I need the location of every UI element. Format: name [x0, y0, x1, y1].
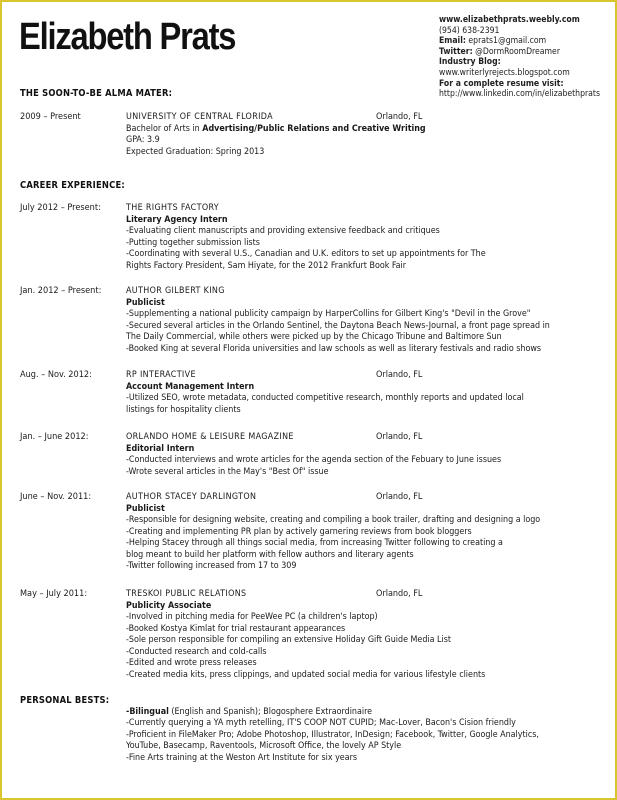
- job-duty: -Twitter following increased from 17 to 309: [126, 561, 297, 571]
- personal-heading: PERSONAL BESTS:: [20, 695, 110, 706]
- personal-rest: (English and Spanish); Blogosphere Extraordinaire: [168, 707, 373, 717]
- job-body: [126, 370, 604, 416]
- email-label: Email:: [439, 36, 466, 47]
- job-duty: -Wrote several articles in the May's "Best Of" issue: [126, 466, 329, 477]
- personal-item: YouTube, Basecamp, Raventools, Microsoft Office, the lovely AP Style: [126, 741, 402, 752]
- contact-block: [439, 15, 600, 100]
- applicant-name: Elizabeth Prats: [19, 16, 236, 58]
- job-duty: -Involved in pitching media for PeeWee PC (a children's laptop): [126, 612, 378, 622]
- job-organization: ORLANDO HOME & LEISURE MAGAZINE: [126, 432, 294, 442]
- job-duty: -Secured several articles in the Orlando Sentinel, the Daytona Beach News-Journal, a front page spread in: [126, 320, 550, 331]
- personal-item: -Proficient in FileMaker Pro; Adobe Photoshop, Illustrator, InDesign; Facebook, Twitter, Google Analytics,: [126, 729, 539, 740]
- job-body: [126, 589, 604, 681]
- job-duty: The Daily Commercial, while others were picked up by the Chicago Tribune and Baltimore Sun: [126, 332, 502, 342]
- job-duty: -Creating and implementing PR plan by actively garnering reviews from book bloggers: [126, 526, 472, 537]
- school-name: UNIVERSITY OF CENTRAL FLORIDA: [126, 112, 273, 122]
- job-duty: -Helping Stacey through all things social media, from increasing Twitter following to creating a: [126, 538, 503, 548]
- degree-major: Advertising/Public Relations and Creative Writing: [202, 123, 426, 134]
- job-location: Orlando, FL: [376, 432, 423, 442]
- job-organization: TRESKOI PUBLIC RELATIONS: [126, 589, 247, 599]
- job-date: May – July 2011:: [20, 589, 88, 599]
- resume-label: For a complete resume visit:: [439, 78, 564, 89]
- job-location: Orlando, FL: [376, 589, 423, 599]
- job-date: Jan. 2012 – Present:: [20, 286, 102, 296]
- job-date: Jan. – June 2012:: [20, 432, 89, 442]
- education-heading: THE SOON-TO-BE ALMA MATER:: [20, 88, 173, 99]
- website-link[interactable]: www.elizabethprats.weebly.com: [439, 15, 580, 25]
- twitter-line: [439, 47, 600, 58]
- degree-line: [126, 124, 604, 136]
- blog-link[interactable]: www.writerlyrejects.blogspot.com: [439, 67, 570, 78]
- job-role: Publicity Associate: [126, 600, 212, 611]
- job-date: July 2012 – Present:: [20, 203, 101, 213]
- job-organization: AUTHOR STACEY DARLINGTON: [126, 492, 257, 502]
- degree-prefix: Bachelor of Arts in: [126, 123, 203, 134]
- job-duty: Rights Factory President, Sam Hiyate, for the 2012 Frankfurt Book Fair: [126, 260, 407, 271]
- gpa: GPA: 3.9: [126, 135, 160, 145]
- job-duty: -Booked Kostya Kimlat for trial restaurant appearances: [126, 623, 346, 634]
- blog-label: Industry Blog:: [439, 57, 501, 68]
- job-duty: -Supplementing a national publicity campaign by HarperCollins for Gilbert King's "Devil in the Grove": [126, 309, 531, 319]
- job-role: Editorial Intern: [126, 443, 195, 454]
- job-organization: AUTHOR GILBERT KING: [126, 286, 225, 296]
- job-duty: -Booked King at several Florida universities and law schools as well as literary festivals and radio shows: [126, 343, 542, 354]
- job-body: [126, 432, 604, 478]
- linkedin-link[interactable]: http://www.linkedin.com/in/elizabethprats: [439, 89, 600, 100]
- job-duty: -Responsible for designing website, creating and compiling a book trailer, drafting and designing a logo: [126, 515, 541, 525]
- job-duty: blog meant to build her platform with fellow authors and literary agents: [126, 549, 414, 560]
- job-body: [126, 203, 604, 272]
- personal-list: [126, 707, 606, 764]
- personal-item: -Fine Arts training at the Weston Art Institute for six years: [126, 752, 358, 763]
- job-role: Literary Agency Intern: [126, 214, 228, 225]
- personal-item: -Currently querying a YA myth retelling, IT'S COOP NOT CUPID; Mac-Lover, Bacon's Cision friendly: [126, 718, 516, 729]
- personal-bold: -Bilingual: [126, 707, 169, 717]
- job-duty: -Created media kits, press clippings, and updated social media for various lifestyle clients: [126, 669, 486, 680]
- job-role: Publicist: [126, 297, 165, 308]
- job-date: Aug. – Nov. 2012:: [20, 370, 92, 380]
- job-body: [126, 286, 604, 355]
- job-duty: -Utilized SEO, wrote metadata, conducted competitive research, monthly reports and updated local: [126, 393, 524, 403]
- job-role: Publicist: [126, 503, 165, 514]
- phone-number: (954) 638-2391: [439, 25, 500, 36]
- job-duty: -Edited and wrote press releases: [126, 658, 257, 668]
- job-duty: -Putting together submission lists: [126, 237, 260, 248]
- education-body: [126, 112, 604, 158]
- job-organization: THE RIGHTS FACTORY: [126, 203, 220, 213]
- email-line: [439, 36, 600, 47]
- job-duty: -Coordinating with several U.S., Canadian and U.K. editors to set up appointments for The: [126, 249, 486, 259]
- job-duty: -Conducted research and cold-calls: [126, 646, 267, 657]
- job-duty: -Conducted interviews and wrote articles for the agenda section of the Febuary to June issues: [126, 455, 502, 465]
- job-date: June – Nov. 2011:: [20, 492, 92, 502]
- personal-item: [126, 707, 606, 718]
- education-location: Orlando, FL: [376, 112, 423, 122]
- job-body: [126, 492, 604, 573]
- job-duty: -Sole person responsible for compiling an extensive Holiday Gift Guide Media List: [126, 635, 452, 645]
- graduation-date: Expected Graduation: Spring 2013: [126, 146, 265, 157]
- education-date: 2009 – Present: [20, 112, 81, 122]
- job-location: Orlando, FL: [376, 370, 423, 380]
- career-heading: CAREER EXPERIENCE:: [20, 180, 125, 191]
- job-duty: listings for hospitality clients: [126, 404, 241, 415]
- resume-page: [2, 2, 615, 798]
- job-location: Orlando, FL: [376, 492, 423, 502]
- twitter-handle[interactable]: @DormRoomDreamer: [475, 46, 560, 57]
- job-role: Account Management Intern: [126, 381, 255, 392]
- email-link[interactable]: eprats1@gmail.com: [468, 36, 547, 47]
- job-organization: RP INTERACTIVE: [126, 370, 196, 380]
- job-duty: -Evaluating client manuscripts and providing extensive feedback and critiques: [126, 226, 440, 236]
- twitter-label: Twitter:: [439, 46, 473, 57]
